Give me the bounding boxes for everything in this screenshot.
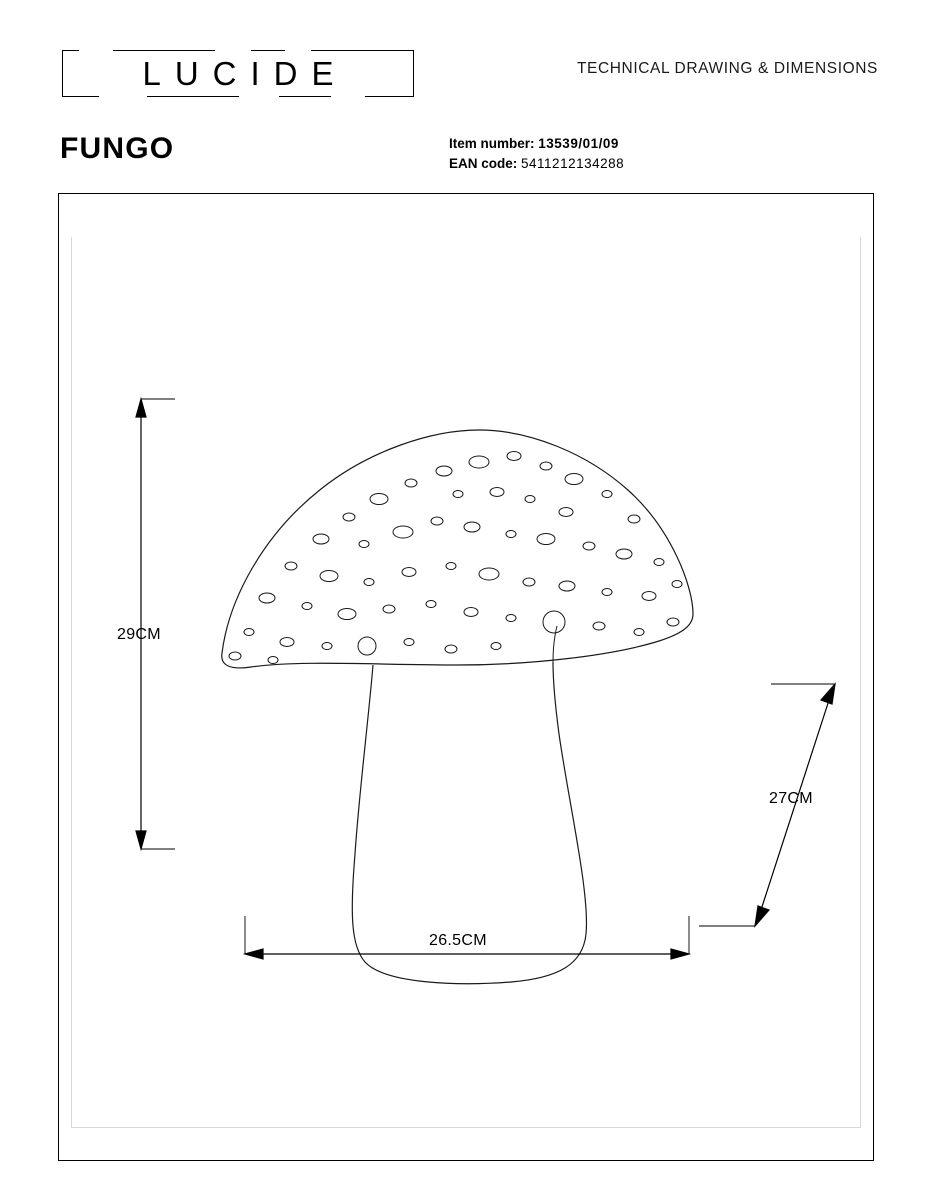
logo-notch: [215, 49, 251, 54]
product-meta: [449, 134, 624, 174]
lucide-logo: [62, 50, 414, 97]
product-name: FUNGO: [60, 132, 175, 165]
ean-code-value: 5411212134288: [521, 156, 625, 171]
item-number-row: [449, 134, 624, 154]
technical-drawing-frame: [58, 193, 874, 1161]
depth-dimension-label: 27CM: [769, 790, 813, 807]
document-header: [62, 50, 878, 102]
item-number-label: Item number:: [449, 136, 535, 151]
lucide-logo-text: LUCIDE: [142, 55, 348, 92]
logo-notch: [79, 49, 113, 54]
width-dimension-label: 26.5CM: [429, 932, 487, 949]
height-dimension-line: [136, 399, 175, 849]
ean-code-label: EAN code: [449, 156, 513, 171]
ean-code-separator: :: [512, 156, 518, 171]
item-number-value: 13539/01/09: [538, 136, 619, 151]
logo-notch: [239, 93, 279, 98]
ean-code-row: [449, 154, 624, 174]
depth-dimension-line: [699, 684, 835, 926]
logo-notch: [285, 49, 311, 54]
height-dimension-label: 29CM: [117, 626, 161, 643]
logo-notch: [99, 93, 147, 98]
logo-notch: [331, 93, 365, 98]
mushroom-lamp-drawing: [59, 194, 875, 1162]
document-title: TECHNICAL DRAWING & DIMENSIONS: [576, 60, 878, 77]
